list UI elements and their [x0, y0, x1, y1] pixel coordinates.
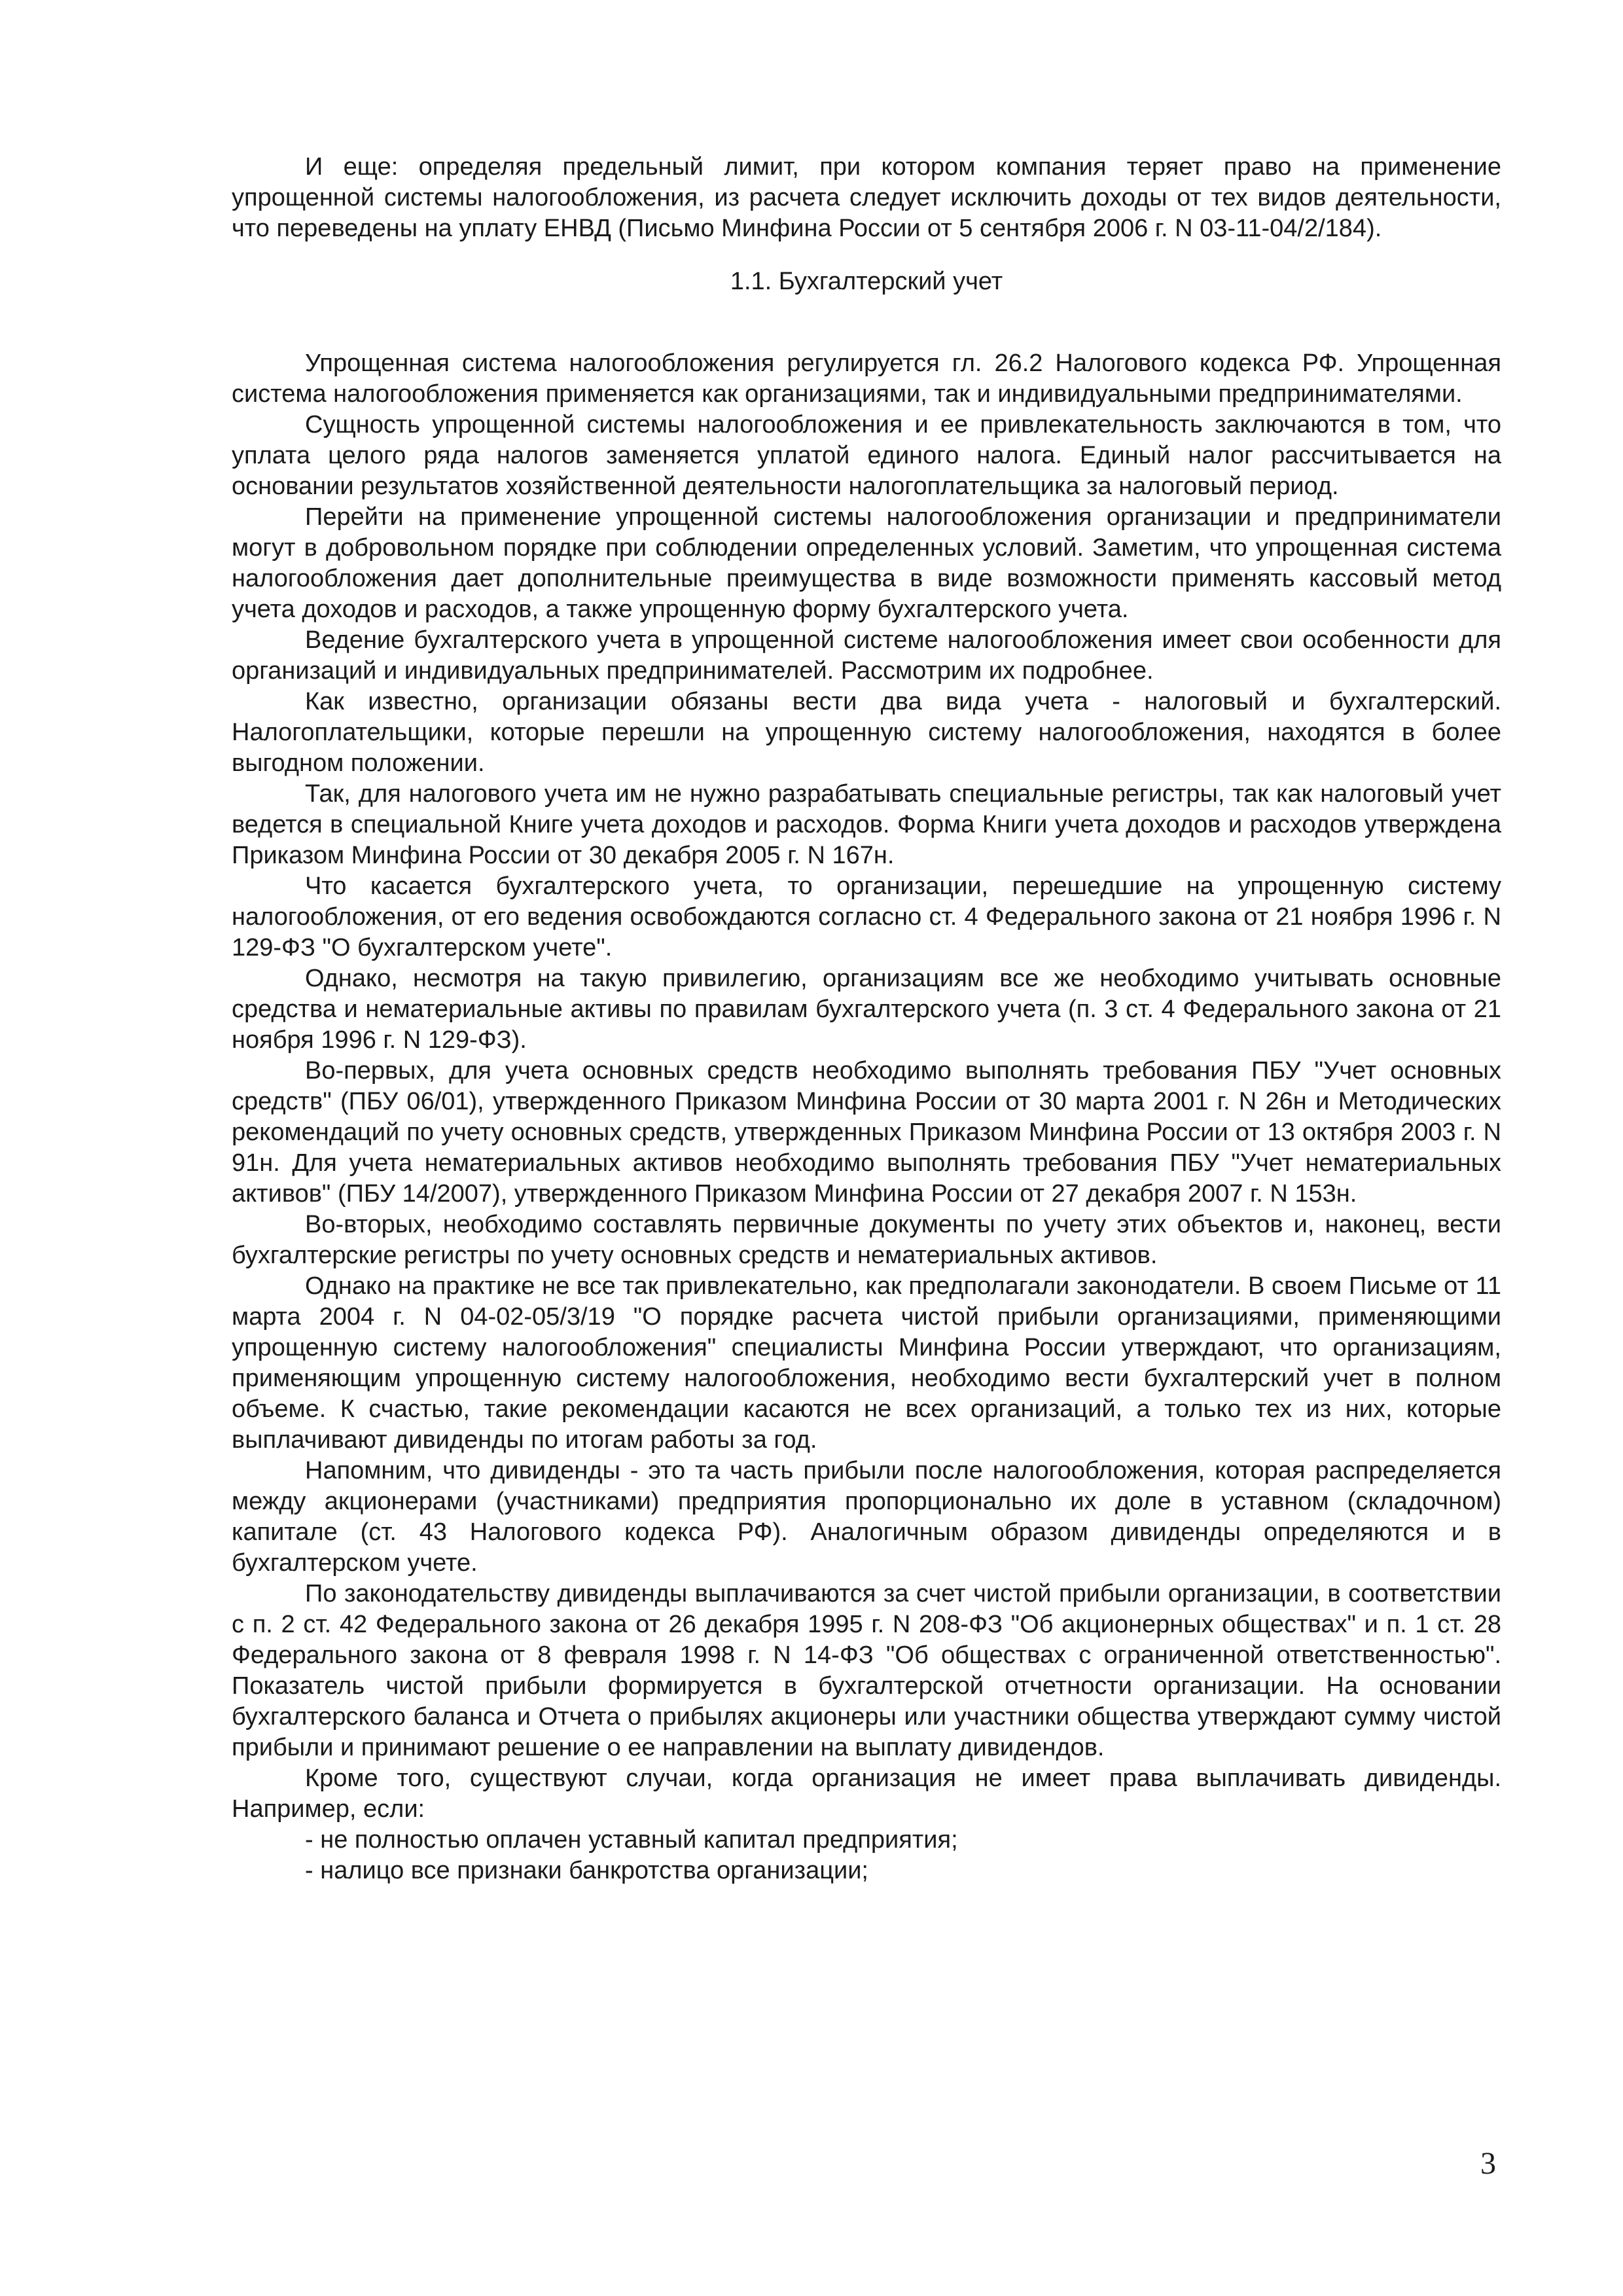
paragraph: Однако на практике не все так привлекательно, как предполагали законодатели. В своем Письме от 11 марта 2004 г. N 04-02-05/3/19 "О порядке расчета чистой прибыли организациями, применяющими упрощенную систему налогообложения" специалисты Минфина России утверждают, что организациям, применяющим упрощенную систему налогообложения, необходимо вести бухгалтерский учет в полном объеме. К счастью, такие рекомендации касаются не всех организаций, а только тех из них, которые выплачивают дивиденды по итогам работы за год. — [232, 1272, 1501, 1454]
paragraph: Перейти на применение упрощенной системы налогообложения организации и предприниматели могут в добровольном порядке при соблюдении определенных условий. Заметим, что упрощенная система налогообложения дает дополнительные преимущества в виде возможности применять кассовый метод учета доходов и расходов, а также упрощенную форму бухгалтерского учета. — [232, 503, 1501, 623]
paragraph: Как известно, организации обязаны вести два вида учета - налоговый и бухгалтерский. Налогоплательщики, которые перешли на упрощенную систему налогообложения, находятся в более выгодном положении. — [232, 688, 1501, 777]
paragraph: Сущность упрощенной системы налогообложения и ее привлекательность заключаются в том, что уплата целого ряда налогов заменяется уплатой единого налога. Единый налог рассчитывается на основании результатов хозяйственной деятельности налогоплательщика за налоговый период. — [232, 411, 1501, 500]
paragraph: Упрощенная система налогообложения регулируется гл. 26.2 Налогового кодекса РФ. Упрощенная система налогообложения применяется как организациями, так и индивидуальными предпринимателями. — [232, 350, 1501, 408]
paragraph: Во-первых, для учета основных средств необходимо выполнять требования ПБУ "Учет основных средств" (ПБУ 06/01), утвержденного Приказом Минфина России от 30 марта 2001 г. N 26н и Методических рекомендаций по учету основных средств, утвержденных Приказом Минфина России от 13 октября 2003 г. N 91н. Для учета нематериальных активов необходимо выполнять требования ПБУ "Учет нематериальных активов" (ПБУ 14/2007), утвержденного Приказом Минфина России от 27 декабря 2007 г. N 153н. — [232, 1057, 1501, 1208]
paragraph: Так, для налогового учета им не нужно разрабатывать специальные регистры, так как налоговый учет ведется в специальной Книге учета доходов и расходов. Форма Книги учета доходов и расходов утверждена Приказом Минфина России от 30 декабря 2005 г. N 167н. — [232, 780, 1501, 869]
page-body — [232, 152, 1501, 1886]
list-item: - не полностью оплачен уставный капитал предприятия; — [305, 1826, 958, 1854]
list-item: - налицо все признаки банкротства организации; — [305, 1857, 868, 1884]
paragraph: Ведение бухгалтерского учета в упрощенной системе налогообложения имеет свои особенности для организаций и индивидуальных предпринимателей. Рассмотрим их подробнее. — [232, 626, 1501, 685]
section-heading: 1.1. Бухгалтерский учет — [730, 268, 1003, 295]
paragraph: По законодательству дивиденды выплачиваются за счет чистой прибыли организации, в соответствии с п. 2 ст. 42 Федерального закона от 26 декабря 1995 г. N 208-ФЗ "Об акционерных обществах" и п. 1 ст. 28 Федерального закона от 8 февраля 1998 г. N 14-ФЗ "Об обществах с ограниченной ответственностью". Показатель чистой прибыли формируется в бухгалтерской отчетности организации. На основании бухгалтерского баланса и Отчета о прибылях акционеры или участники общества утверждают сумму чистой прибыли и принимают решение о ее направлении на выплату дивидендов. — [232, 1580, 1501, 1761]
paragraph: Во-вторых, необходимо составлять первичные документы по учету этих объектов и, наконец, вести бухгалтерские регистры по учету основных средств и нематериальных активов. — [232, 1211, 1501, 1269]
intro-paragraph: И еще: определяя предельный лимит, при котором компания теряет право на применение упрощенной системы налогообложения, из расчета следует исключить доходы от тех видов деятельности, что переведены на уплату ЕНВД (Письмо Минфина России от 5 сентября 2006 г. N 03-11-04/2/184). — [232, 153, 1501, 242]
page-number: 3 — [1480, 2146, 1496, 2181]
paragraph: Что касается бухгалтерского учета, то организации, перешедшие на упрощенную систему налогообложения, от его ведения освобождаются согласно ст. 4 Федерального закона от 21 ноября 1996 г. N 129-ФЗ "О бухгалтерском учете". — [232, 872, 1501, 961]
paragraph: Кроме того, существуют случаи, когда организация не имеет права выплачивать дивиденды. Например, если: — [232, 1765, 1501, 1823]
paragraph: Напомним, что дивиденды - это та часть прибыли после налогообложения, которая распределяется между акционерами (участниками) предприятия пропорционально их доле в уставном (складочном) капитале (ст. 43 Налогового кодекса РФ). Аналогичным образом дивиденды определяются и в бухгалтерском учете. — [232, 1457, 1501, 1577]
paragraph: Однако, несмотря на такую привилегию, организациям все же необходимо учитывать основные средства и нематериальные активы по правилам бухгалтерского учета (п. 3 ст. 4 Федерального закона от 21 ноября 1996 г. N 129-ФЗ). — [232, 965, 1501, 1054]
